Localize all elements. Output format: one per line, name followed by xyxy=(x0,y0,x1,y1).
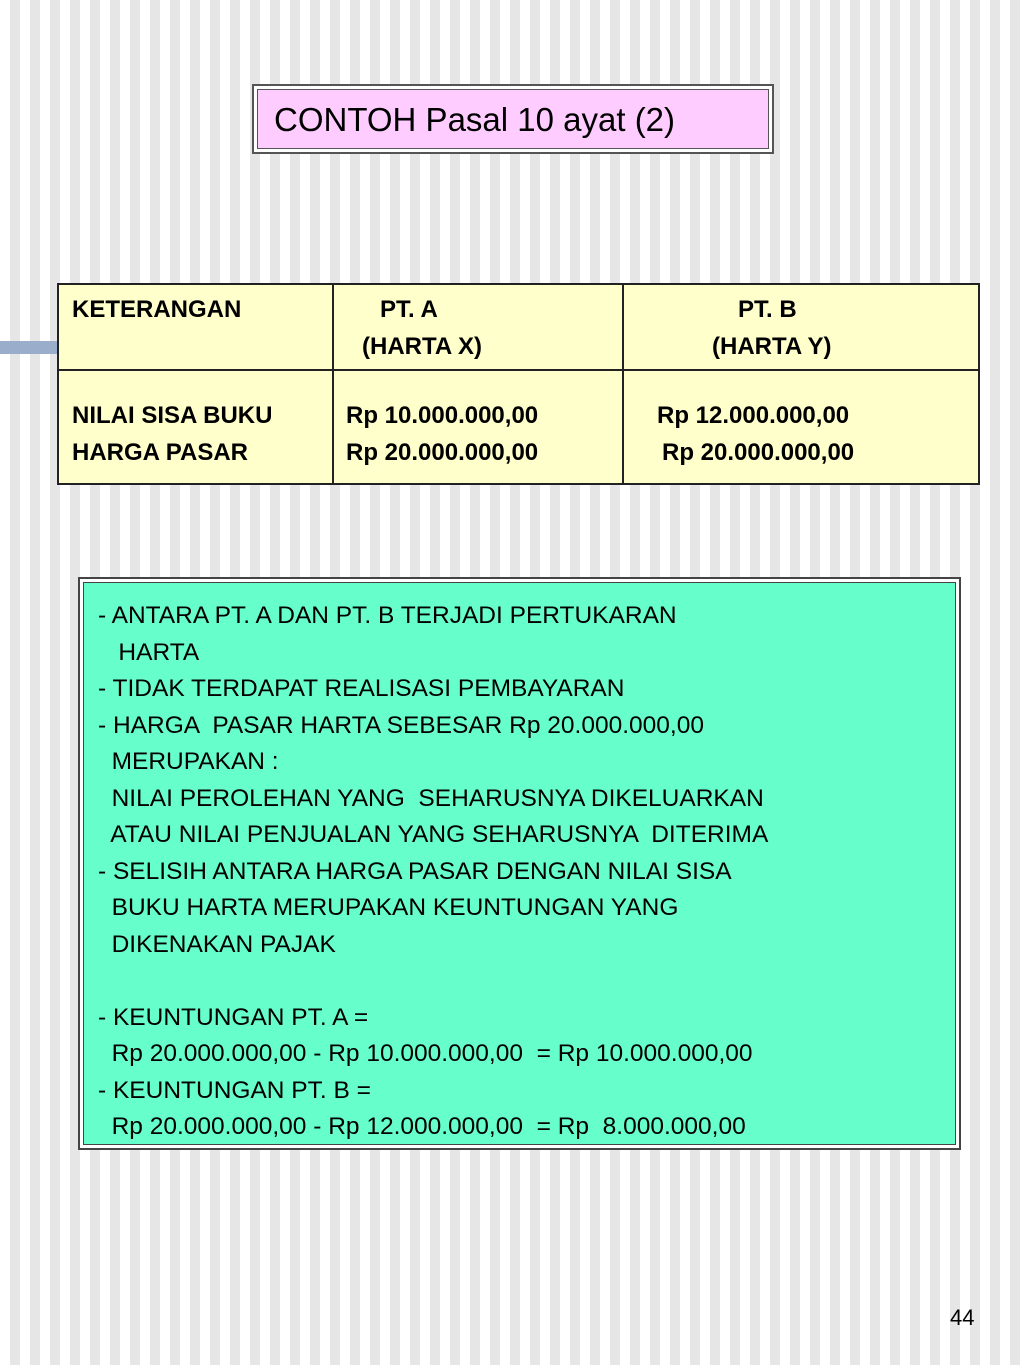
pt-a-values xyxy=(333,370,623,484)
header-keterangan: KETERANGAN xyxy=(58,284,333,370)
note-line: MERUPAKAN : xyxy=(98,748,279,775)
left-accent-bar xyxy=(0,341,62,354)
page-number: 44 xyxy=(950,1305,975,1330)
label-harga-pasar: HARGA PASAR xyxy=(72,439,249,466)
comparison-table xyxy=(57,283,980,485)
pt-a-harga-pasar: Rp 20.000.000,00 xyxy=(346,439,539,466)
note-line: - SELISIH ANTARA HARGA PASAR DENGAN NILAI SISA xyxy=(98,857,732,885)
note-line: Rp 20.000.000,00 - Rp 12.000.000,00 = Rp 8.000.000,00 xyxy=(98,1113,746,1140)
header-pt-b xyxy=(623,284,979,370)
table-header-row xyxy=(58,284,979,370)
note-line: Rp 20.000.000,00 - Rp 10.000.000,00 = Rp 10.000.000,00 xyxy=(98,1040,753,1067)
note-line: BUKU HARTA MERUPAKAN KEUNTUNGAN YANG xyxy=(98,894,679,921)
note-line: DIKENAKAN PAJAK xyxy=(98,930,336,958)
notes-panel xyxy=(83,582,956,1145)
title-frame xyxy=(252,84,774,154)
note-line: - TIDAK TERDAPAT REALISASI PEMBAYARAN xyxy=(98,675,625,702)
table-body-row xyxy=(58,370,979,484)
pt-b-values xyxy=(623,370,979,484)
note-line: - KEUNTUNGAN PT. B = xyxy=(98,1076,371,1104)
note-line: - HARGA PASAR HARTA SEBESAR Rp 20.000.000,00 xyxy=(98,711,704,739)
pt-a-nilai-sisa-buku: Rp 10.000.000,00 xyxy=(346,402,539,429)
note-line: ATAU NILAI PENJUALAN YANG SEHARUSNYA DITERIMA xyxy=(98,821,769,848)
pt-b-nilai-sisa-buku: Rp 12.000.000,00 xyxy=(657,402,850,429)
header-pt-b-asset: (HARTA Y) xyxy=(712,333,832,360)
note-blank-line xyxy=(98,963,955,1000)
header-pt-a xyxy=(333,284,623,370)
header-pt-a-asset: (HARTA X) xyxy=(362,333,482,360)
header-pt-b-name: PT. B xyxy=(738,296,797,323)
note-line: NILAI PEROLEHAN YANG SEHARUSNYA DIKELUARKAN xyxy=(98,784,764,812)
header-pt-a-name: PT. A xyxy=(380,296,438,323)
label-nilai-sisa-buku: NILAI SISA BUKU xyxy=(72,402,273,429)
notes-frame xyxy=(78,577,961,1150)
row-labels xyxy=(58,370,333,484)
slide-title: CONTOH Pasal 10 ayat (2) xyxy=(257,89,769,149)
pt-b-harga-pasar: Rp 20.000.000,00 xyxy=(662,439,855,466)
note-line: - ANTARA PT. A DAN PT. B TERJADI PERTUKARAN xyxy=(98,602,677,629)
note-line: HARTA xyxy=(98,638,200,666)
note-line: - KEUNTUNGAN PT. A = xyxy=(98,1003,369,1031)
